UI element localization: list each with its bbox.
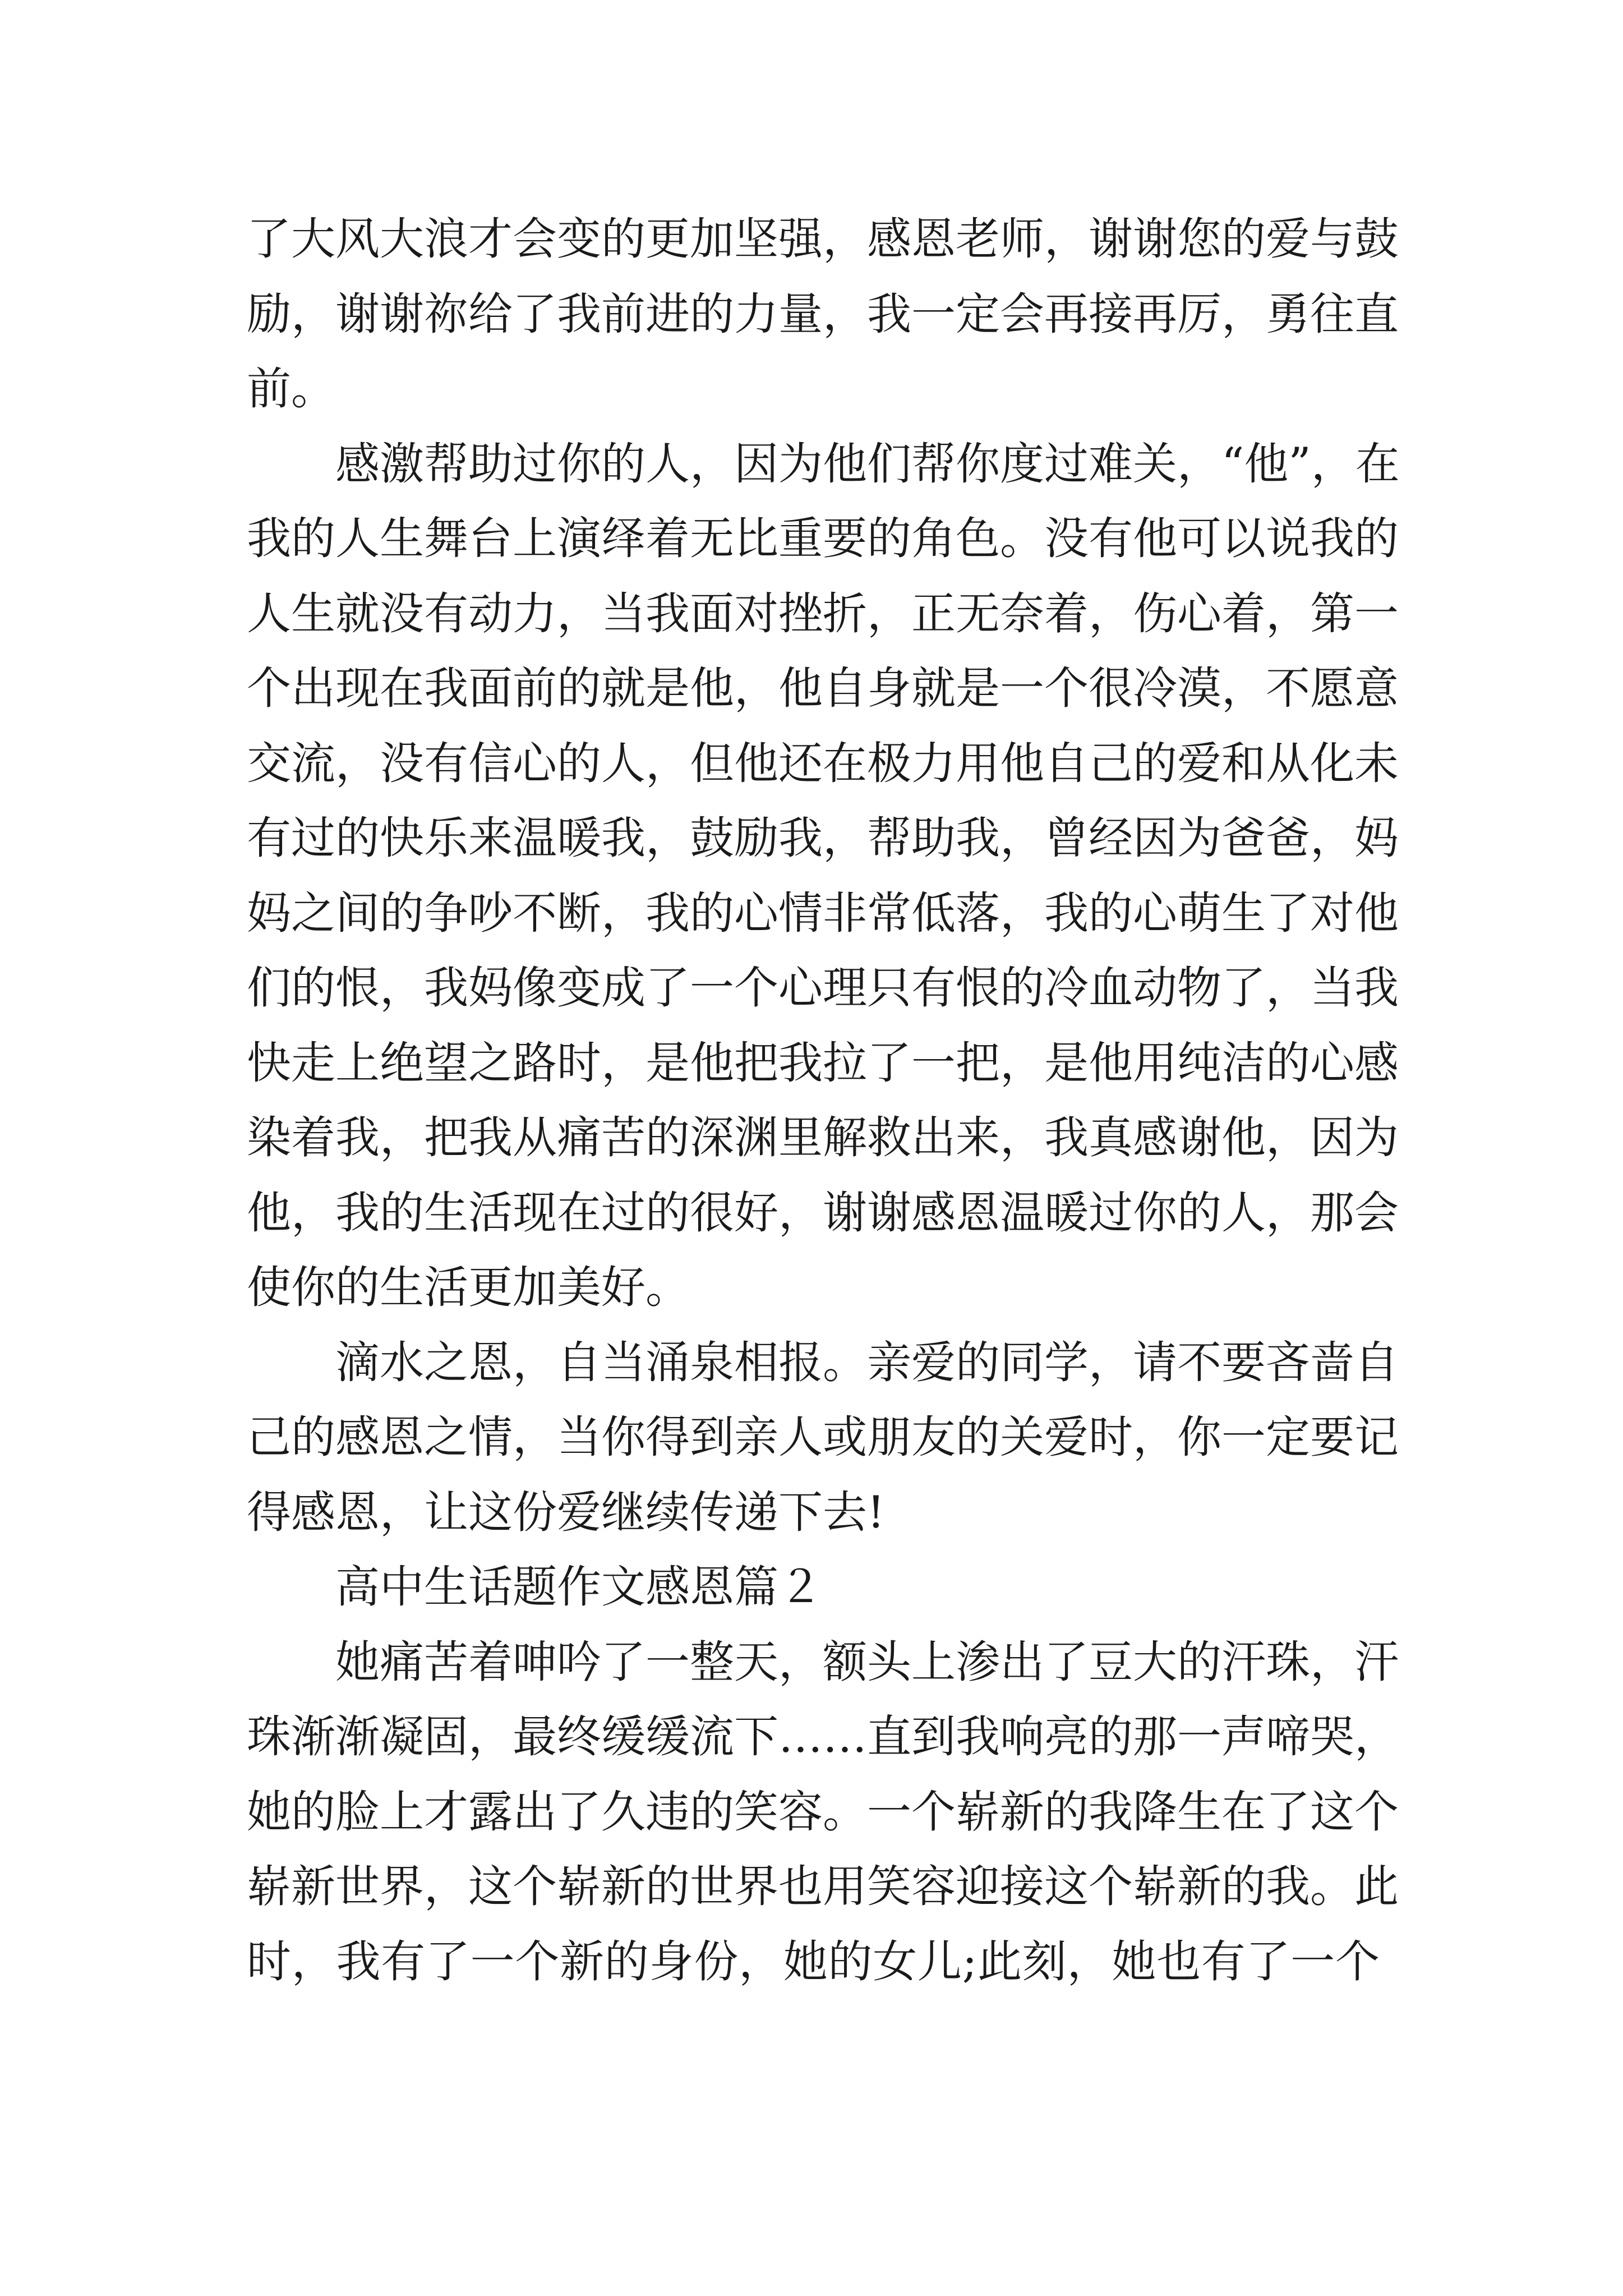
text-line: 高中生话题作文感恩篇２ bbox=[335, 1561, 823, 1613]
text-line: 珠渐渐凝固，最终缓缓流下……直到我响亮的那一声啼哭， bbox=[247, 1711, 1399, 1763]
text-line: 人生就没有动力，当我面对挫折，正无奈着，伤心着，第一 bbox=[247, 587, 1399, 639]
text-line: 快走上绝望之路时，是他把我拉了一把，是他用纯洁的心感 bbox=[247, 1037, 1399, 1089]
text-line: 她痛苦着呻吟了一整天，额头上渗出了豆大的汗珠，汗 bbox=[335, 1636, 1399, 1688]
document-body bbox=[247, 202, 1400, 1999]
text-line: 们的恨，我妈像变成了一个心理只有恨的冷血动物了，当我 bbox=[247, 962, 1399, 1014]
text-line: 交流，没有信心的人，但他还在极力用他自己的爱和从化未 bbox=[247, 737, 1399, 789]
text-line: 前。 bbox=[247, 363, 335, 415]
text-line: 己的感恩之情，当你得到亲人或朋友的关爱时，你一定要记 bbox=[247, 1411, 1399, 1463]
text-line: 有过的快乐来温暖我，鼓励我，帮助我，曾经因为爸爸，妈 bbox=[247, 812, 1399, 864]
text-line: 崭新世界，这个崭新的世界也用笑容迎接这个崭新的我。此 bbox=[247, 1861, 1399, 1912]
text-line: 她的脸上才露出了久违的笑容。一个崭新的我降生在了这个 bbox=[247, 1786, 1399, 1838]
text-line: 得感恩，让这份爱继续传递下去! bbox=[247, 1486, 885, 1538]
text-line: 染着我，把我从痛苦的深渊里解救出来，我真感谢他，因为 bbox=[247, 1112, 1399, 1163]
text-line: 他，我的生活现在过的很好，谢谢感恩温暖过你的人，那会 bbox=[247, 1186, 1399, 1239]
text-line: 了大风大浪才会变的更加坚强，感恩老师，谢谢您的爱与鼓 bbox=[247, 213, 1399, 265]
text-line: 妈之间的争吵不断，我的心情非常低落，我的心萌生了对他 bbox=[247, 887, 1399, 939]
text-line: 我的人生舞台上演绎着无比重要的角色。没有他可以说我的 bbox=[247, 513, 1399, 564]
text-line: 使你的生活更加美好。 bbox=[247, 1262, 690, 1313]
text-line: 感激帮助过你的人，因为他们帮你度过难关，“他”，在 bbox=[335, 438, 1400, 490]
text-line: 励，谢谢祢给了我前进的力量，我一定会再接再厉，勇往直 bbox=[247, 288, 1399, 340]
text-line: 滴水之恩，自当涌泉相报。亲爱的同学，请不要吝啬自 bbox=[335, 1336, 1399, 1388]
text-line: 个出现在我面前的就是他，他自身就是一个很冷漠，不愿意 bbox=[247, 662, 1399, 714]
text-line: 时，我有了一个新的身份，她的女儿;此刻，她也有了一个 bbox=[247, 1935, 1380, 1987]
